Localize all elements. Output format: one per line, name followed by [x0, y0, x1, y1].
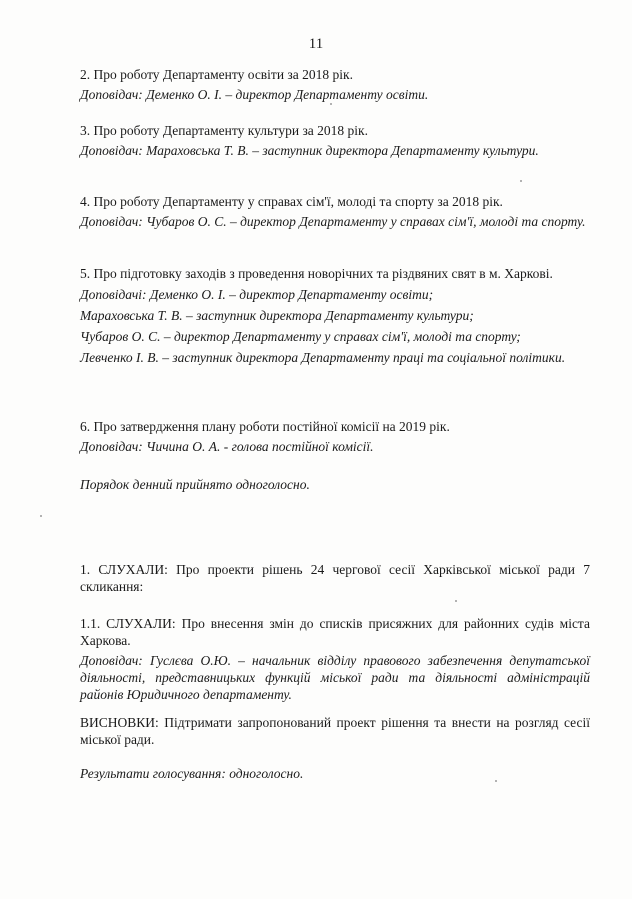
- agenda-item-title: 4. Про роботу Департаменту у справах сім'ї, молоді та спорту за 2018 рік.: [80, 194, 503, 209]
- scan-speck: [40, 515, 42, 517]
- agenda-item-reporter: Доповідачі: Деменко О. І. – директор Департаменту освіти;: [80, 287, 434, 302]
- agenda-item-5: [80, 265, 590, 366]
- agenda-item-reporter: Мараховська Т. В. – заступник директора Департаменту культури;: [80, 308, 474, 323]
- agenda-item-6: [80, 418, 590, 455]
- agenda-item-title: 3. Про роботу Департаменту культури за 2018 рік.: [80, 123, 368, 138]
- scan-speck: [330, 103, 332, 105]
- page-number: 11: [308, 36, 324, 52]
- agenda-item-3: [80, 122, 590, 159]
- vote-result: Результати голосування: одноголосно.: [80, 766, 304, 781]
- agenda-item-reporter: Доповідач: Деменко О. І. – директор Департаменту освіти.: [80, 87, 429, 102]
- agenda-item-title: 5. Про підготовку заходів з проведення новорічних та різдвяних свят в м. Харкові.: [80, 266, 553, 281]
- heard-reporter: Доповідач: Гуслєва О.Ю. – начальник відділу правового забезпечення депутатської діяльності, представницьких функцій міської ради та діяльності адміністрацій районів Юридичного департаменту.: [80, 653, 590, 702]
- scan-speck: [455, 600, 457, 602]
- conclusions: ВИСНОВКИ: Підтримати запропонований проект рішення та внести на розгляд сесії міської ради.: [80, 715, 590, 747]
- agenda-item-4: [80, 193, 590, 230]
- agenda-item-reporter: Чубаров О. С. – директор Департаменту у справах сім'ї, молоді та спорту;: [80, 329, 521, 344]
- scan-speck: [495, 780, 497, 782]
- heard-title: 1.1. СЛУХАЛИ: Про внесення змін до списків присяжних для районних судів міста Харкова.: [80, 616, 590, 648]
- agenda-item-reporter: Доповідач: Чубаров О. С. – директор Департаменту у справах сім'ї, молоді та спорту.: [80, 214, 586, 229]
- heard-section-1-1: [80, 615, 590, 703]
- agenda-item-reporter: Доповідач: Мараховська Т. В. – заступник директора Департаменту культури.: [80, 143, 539, 158]
- agenda-item-title: 2. Про роботу Департаменту освіти за 2018 рік.: [80, 67, 353, 82]
- agenda-item-title: 6. Про затвердження плану роботи постійної комісії на 2019 рік.: [80, 419, 450, 434]
- agenda-item-reporter: Доповідач: Чичина О. А. - голова постійної комісії.: [80, 439, 374, 454]
- heard-section-1: 1. СЛУХАЛИ: Про проекти рішень 24 чергової сесії Харківської міської ради 7 скликання:: [80, 562, 590, 594]
- agenda-item-2: [80, 66, 590, 103]
- scan-speck: [520, 180, 522, 182]
- agenda-approved: Порядок денний прийнято одноголосно.: [80, 477, 310, 492]
- agenda-item-reporter: Левченко І. В. – заступник директора Департаменту праці та соціальної політики.: [80, 350, 566, 365]
